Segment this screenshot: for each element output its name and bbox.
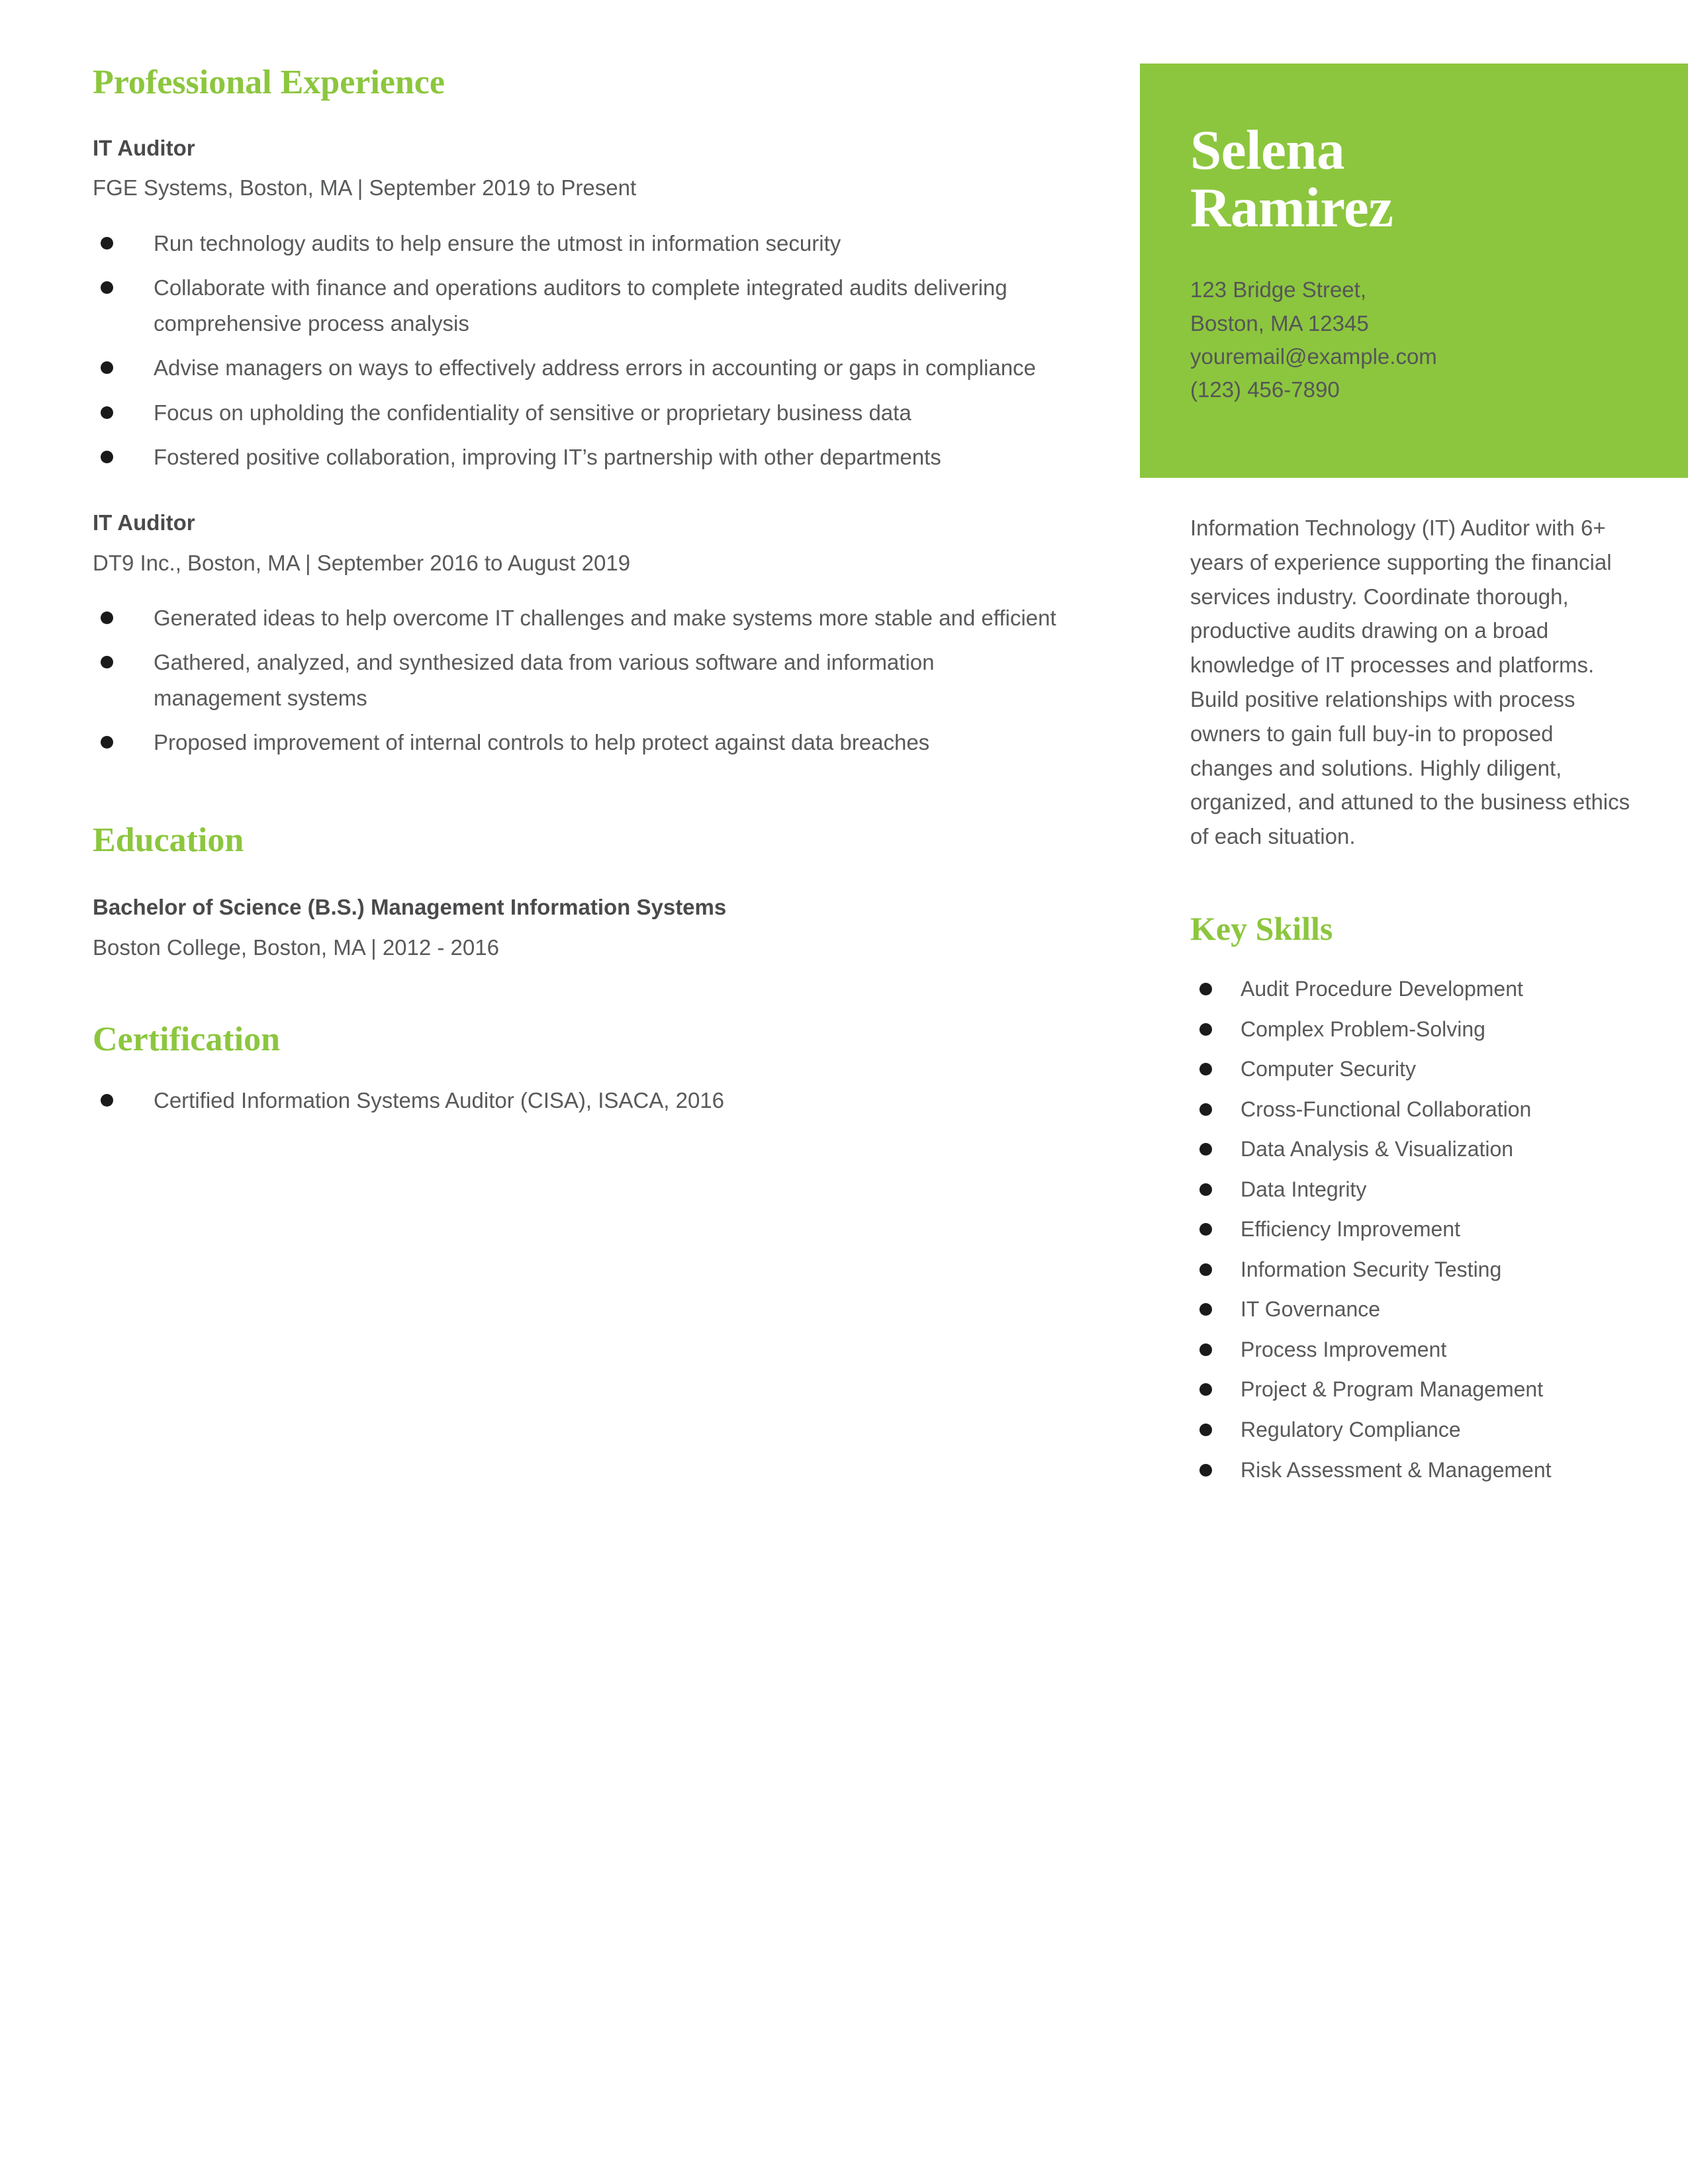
- identity-banner: [1140, 64, 1688, 478]
- phone-number[interactable]: (123) 456-7890: [1190, 377, 1340, 402]
- list-item: Collaborate with finance and operations auditors to complete integrated audits delivering comprehensive process analysis: [93, 270, 1059, 341]
- job-title: IT Auditor: [93, 510, 195, 535]
- job-bullet-list: [93, 600, 1059, 760]
- list-item: Data Analysis & Visualization: [1190, 1132, 1638, 1166]
- left-column: [93, 64, 1059, 1127]
- list-item: Run technology audits to help ensure the utmost in information security: [93, 226, 1059, 261]
- list-item: Gathered, analyzed, and synthesized data from various software and information management systems: [93, 645, 1059, 715]
- section-heading-certification: Certification: [93, 1021, 281, 1059]
- experience-entry-1: [93, 134, 1059, 475]
- list-item: Focus on upholding the confidentiality of sensitive or proprietary business data: [93, 395, 1059, 430]
- education-degree: Bachelor of Science (B.S.) Management Information Systems: [93, 894, 727, 919]
- job-company-dates: FGE Systems, Boston, MA | September 2019 to Present: [93, 175, 637, 201]
- professional-summary: Information Technology (IT) Auditor with 6+ years of experience supporting the financial services industry. Coordinate thorough, productive audits drawing on a broad knowledge of IT processes and platforms. Build positive relationships with process owners to gain full buy-in to proposed changes and solutions. Highly diligent, organized, and attuned to the business ethics of each situation.: [1190, 516, 1630, 849]
- address-line-2: Boston, MA 12345: [1190, 310, 1369, 336]
- contact-info: [1190, 273, 1638, 406]
- job-bullet-list: [93, 226, 1059, 475]
- section-heading-key-skills: Key Skills: [1190, 909, 1333, 947]
- key-skills-list: [1190, 972, 1638, 1486]
- list-item: Regulatory Compliance: [1190, 1413, 1638, 1447]
- list-item: Proposed improvement of internal controls to help protect against data breaches: [93, 725, 1059, 760]
- list-item: Cross-Functional Collaboration: [1190, 1093, 1638, 1126]
- list-item: IT Governance: [1190, 1293, 1638, 1326]
- email-address[interactable]: youremail@example.com: [1190, 343, 1437, 369]
- experience-entry-2: [93, 509, 1059, 760]
- right-body: [1140, 511, 1688, 1486]
- page-title: [1190, 119, 1638, 239]
- list-item: Computer Security: [1190, 1052, 1638, 1086]
- certification-list: [93, 1083, 1059, 1118]
- list-item: Certified Information Systems Auditor (CISA), ISACA, 2016: [93, 1083, 1059, 1118]
- list-item: Process Improvement: [1190, 1333, 1638, 1367]
- list-item: Generated ideas to help overcome IT challenges and make systems more stable and efficient: [93, 600, 1059, 635]
- list-item: Advise managers on ways to effectively address errors in accounting or gaps in compliance: [93, 350, 1059, 385]
- education-school-dates: Boston College, Boston, MA | 2012 - 2016: [93, 935, 499, 960]
- address-line-1: 123 Bridge Street,: [1190, 277, 1366, 302]
- education-entry-1: [93, 893, 1059, 962]
- last-name: Ramirez: [1190, 176, 1393, 239]
- list-item: Data Integrity: [1190, 1173, 1638, 1206]
- list-item: Efficiency Improvement: [1190, 1212, 1638, 1246]
- right-column: [1140, 64, 1688, 1493]
- list-item: Fostered positive collaboration, improving IT’s partnership with other departments: [93, 439, 1059, 475]
- list-item: Audit Procedure Development: [1190, 972, 1638, 1006]
- job-title: IT Auditor: [93, 136, 195, 161]
- list-item: Project & Program Management: [1190, 1373, 1638, 1406]
- job-company-dates: DT9 Inc., Boston, MA | September 2016 to August 2019: [93, 550, 631, 575]
- first-name: Selena: [1190, 119, 1345, 181]
- section-heading-professional-experience: Professional Experience: [93, 64, 445, 101]
- list-item: Risk Assessment & Management: [1190, 1453, 1638, 1487]
- section-heading-education: Education: [93, 821, 244, 859]
- list-item: Information Security Testing: [1190, 1253, 1638, 1287]
- list-item: Complex Problem-Solving: [1190, 1013, 1638, 1046]
